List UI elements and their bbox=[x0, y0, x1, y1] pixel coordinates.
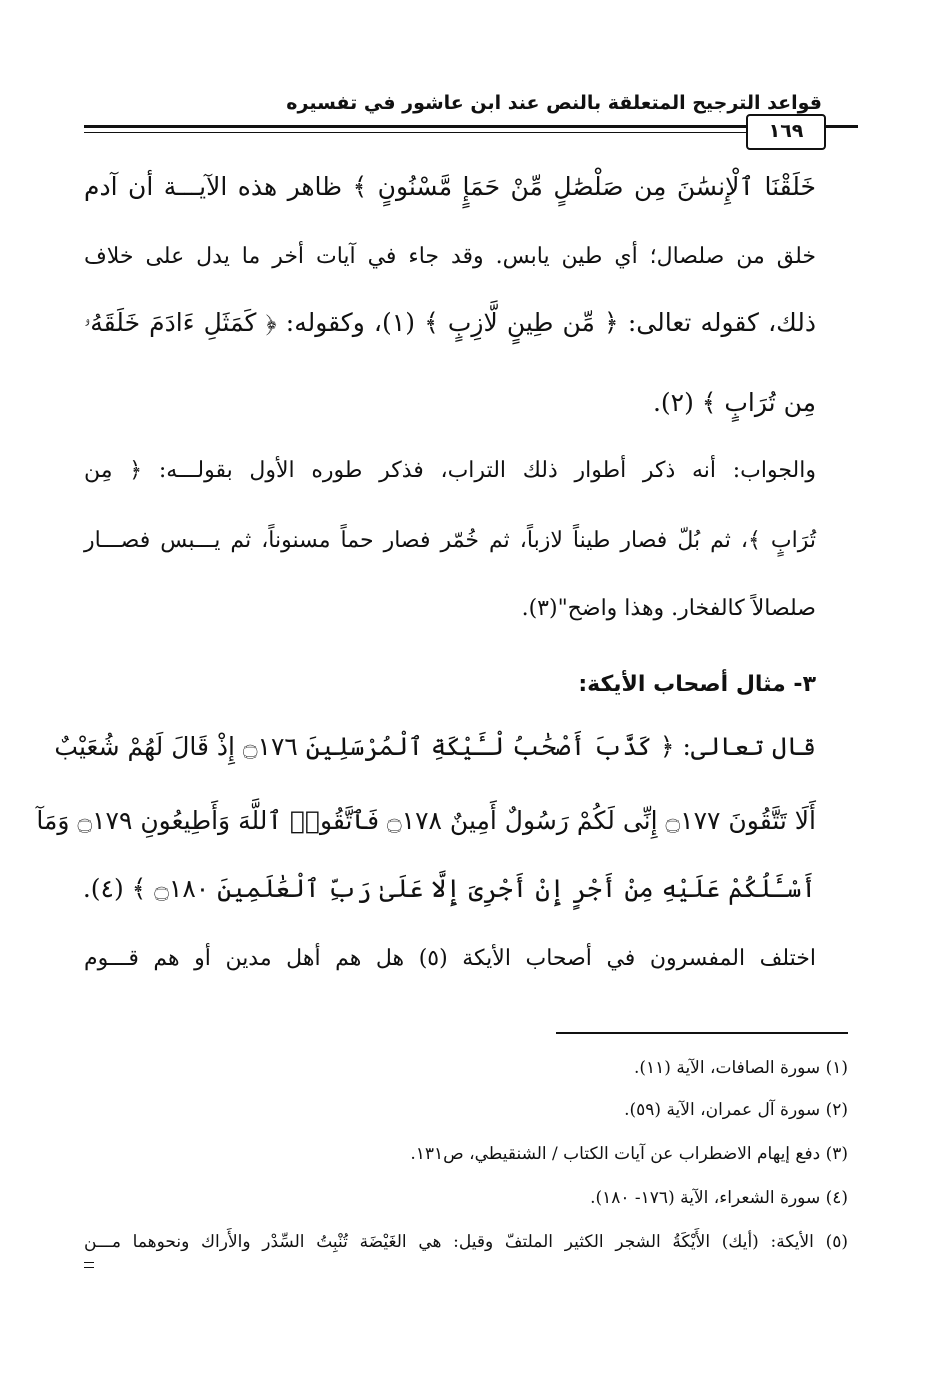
page-number: ١٦٩ bbox=[746, 114, 826, 150]
continuation-mark bbox=[84, 1262, 94, 1268]
footnote-4: (٤) سورة الشعراء، الآية (١٧٦- ١٨٠). bbox=[590, 1188, 848, 1208]
body-line-5: والجواب: أنه ذكر أطوار ذلك التراب، فذكر طوره الأول بقولـــه: ﴿ مِن bbox=[84, 458, 816, 483]
footnote-5: (٥) الأيكة: (أيك) الأَيْكَةُ الشجر الكثير الملتفّ وقيل: هي الغَيْضَة تُنْبِتُ السِّدْر والأَراك ونحوهما مـــن bbox=[84, 1232, 848, 1252]
footnote-separator bbox=[556, 1032, 848, 1034]
body-line-4: مِن تُرَابٍ ﴾ (٢). bbox=[652, 388, 816, 417]
section-heading: ٣- مثال أصحاب الأيكة: bbox=[578, 672, 816, 697]
body-line-11: اختلف المفسرون في أصحاب الأيكة (٥) هل هم أهل مدين أو هم قـــوم bbox=[84, 946, 817, 971]
body-line-7: صلصالاً كالفخار. وهذا واضح"(٣). bbox=[521, 596, 816, 621]
footnote-3: (٣) دفع إيهام الاضطراب عن آيات الكتاب / الشنقيطي، ص١٣١. bbox=[410, 1144, 848, 1164]
header-rule-right bbox=[822, 125, 858, 128]
body-line-6: تُرَابٍ ﴾، ثم بُلّ فصار طيناً لازباً، ثم خُمّر فصار حماً مسنوناً، ثم يـــبس فصـــار bbox=[84, 528, 816, 553]
footnote-2: (٢) سورة آل عمران، الآية (٥٩). bbox=[624, 1100, 848, 1120]
running-title: قواعد الترجيح المتعلقة بالنص عند ابن عاشور في تفسيره bbox=[286, 92, 822, 114]
body-line-2: خلق من صلصال؛ أي طين يابس. وقد جاء في آيات أخر ما يدل على خلاف bbox=[84, 244, 816, 269]
quran-line-1: قال تعالى: ﴿ كَذَّبَ أَصْحَٰبُ لْـَٔيْكَةِ ٱلْمُرْسَلِينَ ۝١٧٦ إِذْ قَالَ لَهُمْ شُعَيْبٌ bbox=[54, 732, 816, 761]
quran-line-3: أَسْـَٔلُكُمْ عَلَيْهِ مِنْ أَجْرٍ إِنْ أَجْرِىَ إِلَّا عَلَىٰ رَبِّ ٱلْعَٰلَمِينَ ۝١٨٠ ﴾ (٤). bbox=[82, 874, 816, 903]
header-rule-thick bbox=[84, 125, 746, 128]
quran-line-2: أَلَا تَتَّقُونَ ۝١٧٧ إِنِّى لَكُمْ رَسُولٌ أَمِينٌ ۝١٧٨ فَٱتَّقُوا۟ ٱللَّهَ وَأَطِيعُونِ ۝١٧٩ وَمَآ bbox=[36, 806, 816, 835]
header-rule-thin bbox=[84, 132, 746, 133]
footnote-1: (١) سورة الصافات، الآية (١١). bbox=[633, 1058, 848, 1078]
body-line-1: خَلَقْنَا ٱلْإِنسَٰنَ مِن صَلْصَٰلٍ مِّنْ حَمَإٍ مَّسْنُونٍ ﴾ ظاهر هذه الآيـــة أن آدم bbox=[84, 172, 816, 201]
body-line-3: ذلك، كقوله تعالى: ﴿ مِّن طِينٍ لَّازِبٍ ﴾ (١)، وكقوله: ﴿ كَمَثَلِ ءَادَمَ خَلَقَهُۥ bbox=[84, 308, 816, 337]
